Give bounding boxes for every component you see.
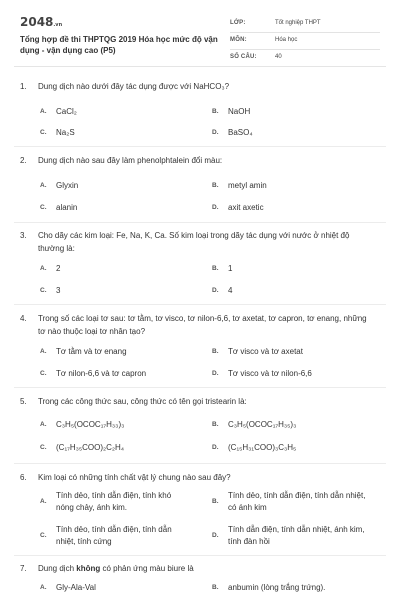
question-text-emphasis: không bbox=[76, 564, 101, 573]
meta-key: SỐ CÂU: bbox=[230, 54, 257, 60]
logo-text: 2048 bbox=[20, 15, 54, 29]
option-text: alanin bbox=[56, 203, 78, 212]
question-text: Kim loại có những tính chất vật lý chung nào sau đây? bbox=[38, 473, 231, 482]
option-label: C. bbox=[40, 287, 47, 294]
option-label: C. bbox=[40, 532, 47, 539]
option-label: D. bbox=[212, 129, 219, 136]
document-header bbox=[20, 10, 380, 60]
option-text: Tính dẻo, tính dẫn điện, tính khó nóng chảy, ánh kim. bbox=[56, 491, 172, 512]
option-label: D. bbox=[212, 532, 219, 539]
option-text: 4 bbox=[228, 286, 233, 295]
option-text: 3 bbox=[56, 286, 61, 295]
option-label: A. bbox=[40, 108, 47, 115]
option-text: C₃H₅(OCOC₁₇H₃₃)₃ bbox=[56, 420, 125, 429]
site-logo[interactable] bbox=[20, 15, 62, 29]
meta-key: LỚP: bbox=[230, 20, 246, 26]
logo-suffix: .vn bbox=[53, 22, 63, 28]
option-text: Tính dẻo, tính dẫn điện, tính dẫn nhiệt, tính cứng bbox=[56, 525, 172, 546]
question-number: 1. bbox=[20, 82, 27, 91]
option-label: A. bbox=[40, 584, 47, 591]
option-text: axit axetic bbox=[228, 203, 264, 212]
document-title: Tổng hợp đề thi THPTQG 2019 Hóa học mức độ vận dụng - vận dụng cao (P5) bbox=[20, 35, 218, 55]
question-text-end: có phản ứng màu biure là bbox=[100, 564, 194, 573]
option-text: Tơ tằm và tơ enang bbox=[56, 347, 127, 356]
option-label: B. bbox=[212, 265, 219, 272]
question-number: 7. bbox=[20, 564, 27, 573]
question-number: 4. bbox=[20, 314, 27, 323]
meta-row-count bbox=[230, 50, 380, 67]
question-text: Trong số các loại tơ sau: tơ tằm, tơ visco, tơ nilon-6,6, tơ axetat, tơ capron, tơ enang, những tơ nào thuộc loại tơ nhân tạo? bbox=[38, 314, 367, 336]
option-text: Tính dẻo, tính dẫn điện, tính dẫn nhiệt, có ánh kim bbox=[228, 491, 366, 512]
option-label: A. bbox=[40, 348, 47, 355]
option-label: A. bbox=[40, 182, 47, 189]
meta-value: 40 bbox=[275, 54, 282, 60]
option-text: Tính dẫn điện, tính dẫn nhiệt, ánh kim, tính đàn hồi bbox=[228, 525, 365, 546]
option-label: D. bbox=[212, 370, 219, 377]
option-text: (C₁₅H₃₁COO)₃C₃H₅ bbox=[228, 443, 297, 452]
option-label: C. bbox=[40, 204, 47, 211]
option-text: anbumin (lòng trắng trứng). bbox=[228, 583, 326, 592]
option-label: C. bbox=[40, 370, 47, 377]
question-text: Trong các công thức sau, công thức có tên gọi tristearin là: bbox=[38, 397, 247, 406]
meta-table bbox=[230, 16, 380, 67]
question-text: Dung dịch nào sau đây làm phenolphtalein đổi màu: bbox=[38, 156, 223, 165]
question-number: 6. bbox=[20, 473, 27, 482]
option-text: C₃H₅(OCOC₁₇H₃₅)₃ bbox=[228, 420, 297, 429]
question-divider bbox=[14, 387, 386, 388]
option-label: D. bbox=[212, 287, 219, 294]
header-divider bbox=[14, 66, 386, 67]
question-divider bbox=[14, 304, 386, 305]
option-label: D. bbox=[212, 444, 219, 451]
option-text: Tơ visco và tơ axetat bbox=[228, 347, 303, 356]
meta-row-class bbox=[230, 16, 380, 33]
question-number: 2. bbox=[20, 156, 27, 165]
question-number: 3. bbox=[20, 231, 27, 240]
option-text: (C₁₇H₃₅COO)₂C₂H₄ bbox=[56, 443, 125, 452]
option-label: A. bbox=[40, 498, 47, 505]
option-label: A. bbox=[40, 421, 47, 428]
option-text: Na₂S bbox=[56, 128, 75, 137]
option-label: B. bbox=[212, 348, 219, 355]
option-label: D. bbox=[212, 204, 219, 211]
meta-row-subject bbox=[230, 33, 380, 50]
meta-key: MÔN: bbox=[230, 37, 247, 43]
option-label: B. bbox=[212, 498, 219, 505]
option-text: NaOH bbox=[228, 107, 251, 116]
question-divider bbox=[14, 222, 386, 223]
question-divider bbox=[14, 555, 386, 556]
option-label: B. bbox=[212, 421, 219, 428]
option-label: B. bbox=[212, 182, 219, 189]
option-text: metyl amin bbox=[228, 181, 267, 190]
option-label: B. bbox=[212, 108, 219, 115]
option-text: BaSO₄ bbox=[228, 128, 253, 137]
option-text: Tơ nilon-6,6 và tơ capron bbox=[56, 369, 147, 378]
option-label: C. bbox=[40, 444, 47, 451]
question-text: Cho dãy các kim loại: Fe, Na, K, Ca. Số kim loại trong dãy tác dụng với nước ở nhiệt độ thường là: bbox=[38, 231, 350, 253]
question-text-start: Dung dịch bbox=[38, 564, 77, 573]
option-text: 1 bbox=[228, 264, 233, 273]
meta-value: Hóa học bbox=[275, 37, 298, 43]
option-label: A. bbox=[40, 265, 47, 272]
option-text: Glyxin bbox=[56, 181, 79, 190]
question-text bbox=[38, 562, 373, 575]
option-label: C. bbox=[40, 129, 47, 136]
question-text: Dung dịch nào dưới đây tác dụng được với NaHCO₃? bbox=[38, 82, 230, 91]
option-text: CaCl₂ bbox=[56, 107, 77, 116]
question-divider bbox=[14, 463, 386, 464]
option-label: B. bbox=[212, 584, 219, 591]
option-text: 2 bbox=[56, 264, 61, 273]
question-number: 5. bbox=[20, 397, 27, 406]
meta-value: Tốt nghiệp THPT bbox=[275, 20, 321, 26]
option-text: Tơ visco và tơ nilon-6,6 bbox=[228, 369, 312, 378]
question-divider bbox=[14, 146, 386, 147]
option-text: Gly-Ala-Val bbox=[56, 583, 96, 592]
